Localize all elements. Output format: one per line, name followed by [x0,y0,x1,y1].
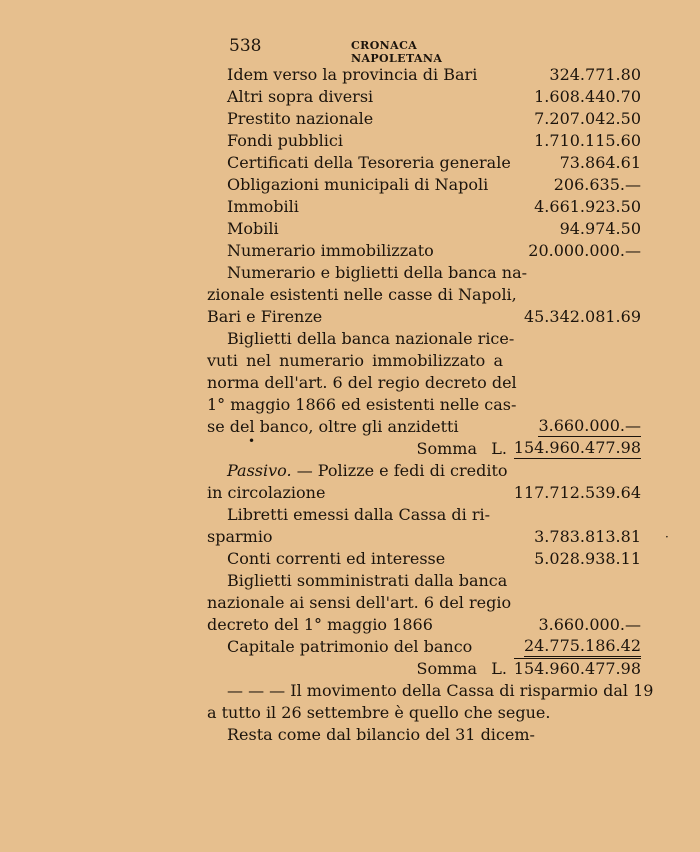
ledger-row [207,240,641,262]
ink-speck: • [248,434,256,448]
item-label: Numerario e biglietti della banca na- [227,263,528,282]
item-value: 206.635.— [553,175,641,194]
ledger-row [207,64,641,86]
ledger-row [207,350,641,372]
page-header [229,36,505,65]
item-label: nazionale ai sensi dell'art. 6 del regio [207,593,512,612]
item-label: Biglietti della banca nazionale rice- [227,329,515,348]
paragraph-text: — — — Il movimento della Cassa di risparmio dal 19 [227,681,654,700]
ledger-row [207,460,641,482]
item-label: zionale esistenti nelle casse di Napoli, [207,285,517,304]
paragraph-line [207,702,641,724]
item-value: 24.775.186.42 [523,636,641,655]
item-label: Conti correnti ed interesse [227,549,446,568]
ledger-row [207,284,641,306]
item-label: Bari e Firenze [207,307,323,326]
item-label: Fondi pubblici [227,131,343,150]
running-title: CRONACA NAPOLETANA [351,39,443,65]
item-value: 1.710.115.60 [534,131,641,150]
item-label: Certificati della Tesoreria generale [227,153,511,172]
item-label: Obligazioni municipali di Napoli [227,175,489,194]
item-label: 1° maggio 1866 ed esistenti nelle cas- [207,395,517,414]
item-label: Idem verso la provincia di Bari [227,65,478,84]
item-label: Prestito nazionale [227,109,374,128]
ink-speck: · [665,530,669,544]
item-label: sparmio [207,527,273,546]
ledger-row [207,372,641,394]
ledger-row [207,306,641,328]
somma-row [207,438,641,460]
ledger-row [207,328,641,350]
ledger-row [207,196,641,218]
ledger-row [207,130,641,152]
ledger-row [207,152,641,174]
item-label: vuti nel numerario immobilizzato a [207,351,503,370]
item-value: 94.974.50 [559,219,641,238]
somma-row [207,658,641,680]
item-label: Biglietti somministrati dalla banca [227,571,508,590]
section-heading: Passivo. [227,461,292,480]
paragraph-line [207,680,654,702]
item-value: 117.712.539.64 [513,483,641,502]
item-label: Numerario immobilizzato [227,241,434,260]
ledger-row [207,262,641,284]
currency-label: L. [491,439,507,458]
item-value: 3.660.000.— [538,416,641,435]
page-number: 538 [229,36,262,56]
item-value: 324.771.80 [549,65,641,84]
item-label: decreto del 1° maggio 1866 [207,615,433,634]
item-label: Altri sopra diversi [227,87,374,106]
paragraph-text: a tutto il 26 settembre è quello che segue. [207,703,551,722]
item-value: 7.207.042.50 [534,109,641,128]
ledger-row [207,636,641,658]
ledger-row [207,218,641,240]
item-label-rest: — Polizze e fedi di credito [291,461,508,480]
ledger-row [207,504,641,526]
item-label: Immobili [227,197,299,216]
item-label [227,460,508,482]
ledger-row [207,108,641,130]
ledger-row [207,570,641,592]
item-label: Libretti emessi dalla Cassa di ri- [227,505,490,524]
total-value: 154.960.477.98 [513,438,641,457]
ledger-row [207,86,641,108]
ledger-row [207,394,641,416]
ledger-body [207,64,654,746]
ledger-row [207,482,641,504]
item-value: 3.660.000.— [538,615,641,634]
paragraph-text: Resta come dal bilancio del 31 dicem- [227,725,535,744]
currency-label: L. [491,659,507,678]
item-value: 20.000.000.— [528,241,641,260]
total-value: 154.960.477.98 [513,659,641,678]
ledger-row [207,614,641,636]
somma-label: Somma [416,439,477,458]
item-label: Mobili [227,219,279,238]
ledger-row [207,416,641,438]
item-value: 1.608.440.70 [534,87,641,106]
ledger-row [207,526,641,548]
item-value: 73.864.61 [559,153,641,172]
item-label: in circolazione [207,483,326,502]
ledger-row [207,548,641,570]
item-label: Capitale patrimonio del banco [227,637,473,656]
item-value: 45.342.081.69 [523,307,641,326]
item-value: 3.783.813.81 [534,527,641,546]
item-label: se del banco, oltre gli anzidetti [207,417,459,436]
item-value: 5.028.938.11 [534,549,641,568]
ledger-row [207,174,641,196]
ledger-row [207,592,641,614]
item-label: norma dell'art. 6 del regio decreto del [207,373,517,392]
item-value: 4.661.923.50 [534,197,641,216]
paragraph-line [207,724,641,746]
somma-label: Somma [416,659,477,678]
